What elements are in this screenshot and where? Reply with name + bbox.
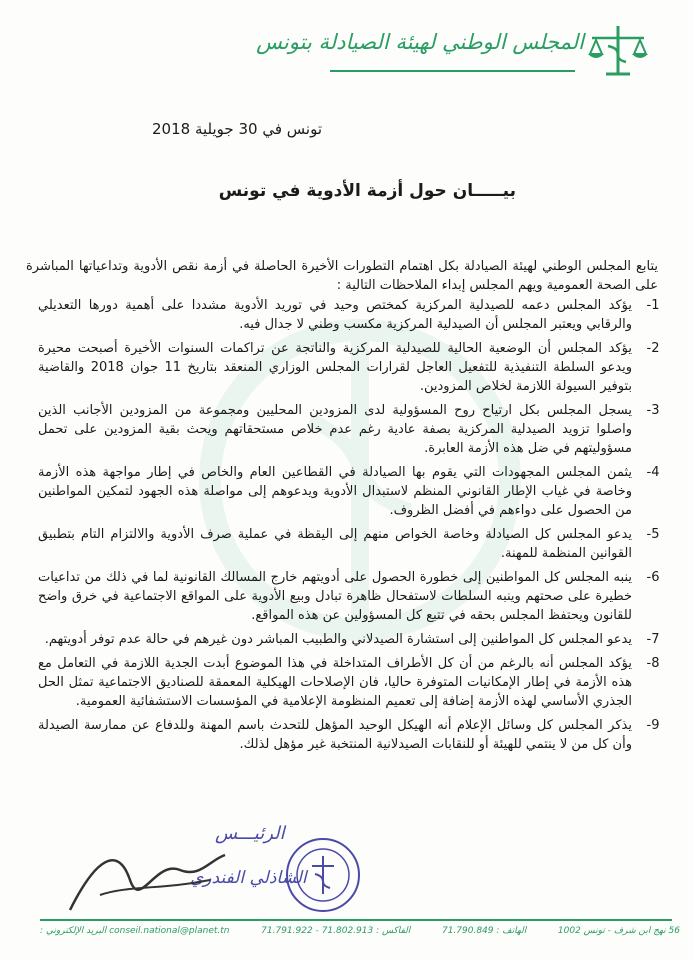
- handwritten-signature: [60, 840, 230, 920]
- statement-item: [38, 296, 666, 334]
- footer-fax: [261, 926, 410, 936]
- statement-item: [38, 630, 666, 649]
- footer-fax-value: 71.802.913 - 71.791.922: [261, 926, 374, 936]
- pharmacy-scales-logo-icon: [586, 24, 650, 78]
- official-stamp: [284, 836, 362, 914]
- item-number: 3-: [646, 403, 660, 418]
- item-text: يذكر المجلس كل وسائل الإعلام أنه الهيكل الوحيد المؤهل للتحدث باسم المهنة وللدفاع عن ممارسة الصيدلة وأن كل من لا ينتمي للهيئة أو للنقابات الصيدلانية المنتخبة غير مؤهل لذلك.: [38, 718, 632, 752]
- footer-phone-value: 71.790.849: [441, 926, 494, 936]
- organization-name: المجلس الوطني لهيئة الصيادلة بتونس: [256, 30, 584, 54]
- statement-item: [38, 525, 666, 563]
- signature-title: الرئيـــس: [215, 823, 285, 844]
- statement-item: [38, 463, 666, 520]
- item-number: 4-: [646, 465, 660, 480]
- item-text: يثمن المجلس المجهودات التي يقوم بها الصيادلة في القطاعين العام والخاص في إطار مواجهة هذه الأزمة وخاصة في غياب الإطار القانوني المنظم لاستبدال الأدوية ويدعوهم إلى مواصلة هذه الجهود لتمكين المواطنين من الحصول على دواءهم في أفضل الظروف.: [38, 465, 632, 518]
- footer-fax-label: الفاكس :: [376, 926, 411, 936]
- footer-email-value: conseil.national@planet.tn: [109, 926, 230, 936]
- letterhead-rule: [330, 70, 575, 72]
- footer-phone-label: الهاتف :: [496, 926, 527, 936]
- item-text: يدعو المجلس كل المواطنين إلى استشارة الصيدلاني والطبيب المباشر دون غيرهم في حالة عدم توفر أدويتهم.: [44, 632, 632, 647]
- statement-item: [38, 339, 666, 396]
- statement-item: [38, 568, 666, 625]
- statement-item: [38, 654, 666, 711]
- item-number: 5-: [646, 527, 660, 542]
- signatory-name: الشاذلي الفندري: [190, 868, 307, 888]
- item-number: 6-: [646, 570, 660, 585]
- footer-email-label: البريد الإلكتروني :: [40, 926, 107, 936]
- footer-rule: [40, 919, 672, 921]
- footer-address: 56 نهج ابن شرف - تونس 1002: [557, 926, 680, 936]
- item-number: 7-: [646, 632, 660, 647]
- item-text: ينبه المجلس كل المواطنين إلى خطورة الحصول على أدويتهم خارج المسالك القانونية لما في ذلك من تداعيات خطيرة على صحتهم وينبه السلطات لاستفحال ظاهرة تبادل وبيع الأدوية على المواقع الاجتماعية في خرق واضح للقانون ويحتفظ المجلس بحقه في تتبع كل المسؤولين عن هذه المواقع.: [38, 570, 632, 623]
- statement-item: [38, 401, 666, 458]
- footer-phone: [442, 926, 526, 936]
- document-date: تونس في 30 جويلية 2018: [152, 120, 322, 138]
- item-text: يدعو المجلس كل الصيادلة وخاصة الخواص منهم إلى اليقظة في عملية صرف الأدوية والالتزام التام بتطبيق القوانين المنظمة للمهنة.: [38, 527, 632, 561]
- item-text: يسجل المجلس بكل ارتياح روح المسؤولية لدى المزودين المحليين ومجموعة من المزودين الأجانب الذين واصلوا تزويد الصيدلية المركزية بصفة عادية رغم عدم خلاص مستحقاتهم ويحث بقية المزودين على تحمل مسؤوليتهم في ضل هذه الأزمة العابرة.: [38, 403, 632, 456]
- footer-contacts: [40, 926, 680, 936]
- item-number: 9-: [646, 718, 660, 733]
- document-title: بيـــــان حول أزمة الأدوية في تونس: [218, 181, 516, 201]
- statement-item: [38, 716, 666, 754]
- item-number: 1-: [646, 298, 660, 313]
- item-number: 8-: [646, 656, 660, 671]
- item-text: يؤكد المجلس دعمه للصيدلية المركزية كمختص وحيد في توريد الأدوية مشددا على أهمية دورها التعديلي والرقابي ويعتبر المجلس أن الصيدلية المركزية مكسب وطني لا جدال فيه.: [38, 298, 632, 332]
- item-text: يؤكد المجلس أنه بالرغم من أن كل الأطراف المتداخلة في هذا الموضوع أبدت الجدية اللازمة في التعامل مع هذه الأزمة في إطار الإمكانيات المتوفرة حاليا، فان الإصلاحات الهيكلية المعمقة للصناديق الاجتماعية تمثل الحل الجذري الأساسي لهذه الأزمة إضافة إلى تعميم المنظومة الإعلامية في المؤسسات الاستشفائية العمومية.: [38, 656, 632, 709]
- intro-paragraph: يتابع المجلس الوطني لهيئة الصيادلة بكل اهتمام التطورات الأخيرة الحاصلة في أزمة نقص الأدوية وتداعياتها المباشرة على الصحة العمومية ويهم المجلس إبداء الملاحظات التالية :: [26, 259, 658, 293]
- footer-email: [40, 926, 230, 936]
- item-number: 2-: [646, 341, 660, 356]
- statement-list: [38, 296, 666, 759]
- item-text: يؤكد المجلس أن الوضعية الحالية للصيدلية المركزية والناتجة عن تراكمات السنوات الأخيرة أصبحت محيرة ويدعو السلطة التنفيذية للتفعيل العاجل لقرارات المجلس الوزاري المنعقد بتاريخ 11 جوان 2018 والقاضية بتوفير السيولة اللازمة لخلاص المزودين.: [38, 341, 632, 394]
